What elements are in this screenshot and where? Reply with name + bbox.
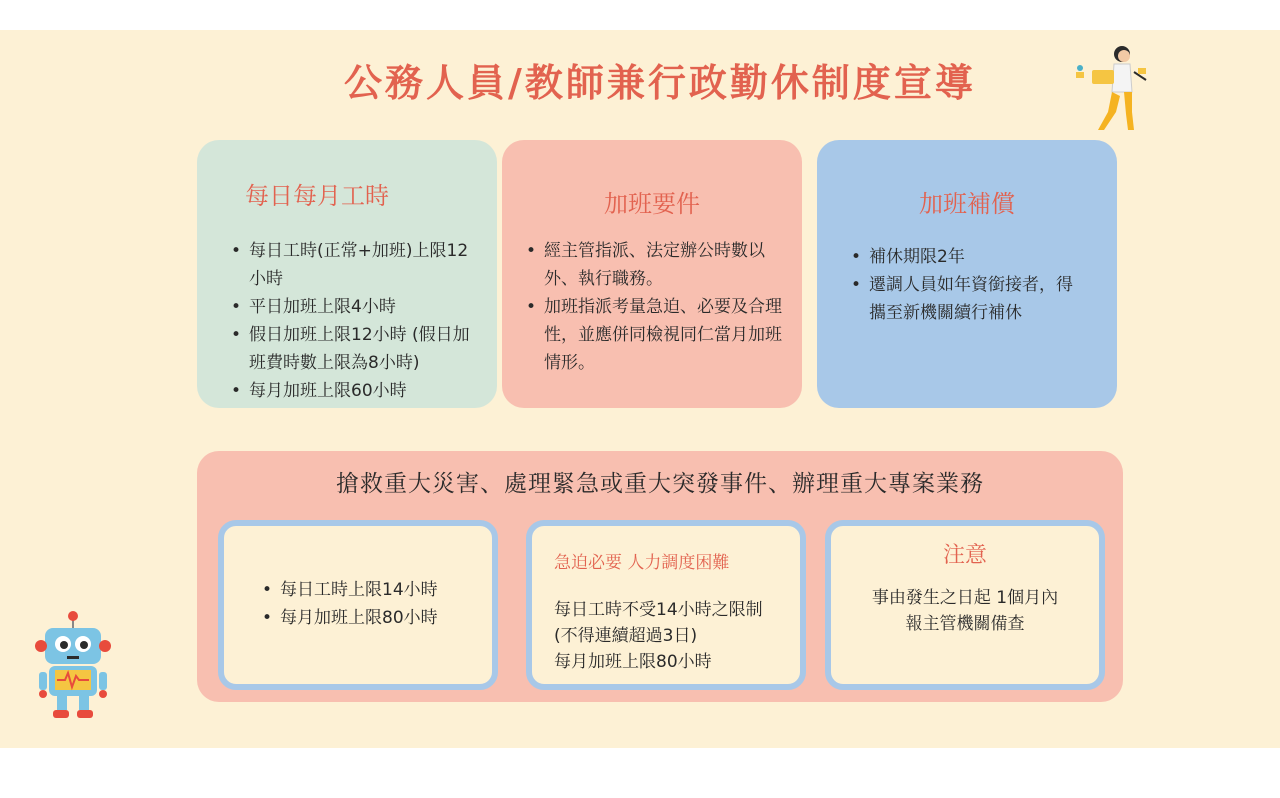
notice-lines <box>831 585 1099 637</box>
emergency-heading: 搶救重大災害、處理緊急或重大突發事件、辦理重大專案業務 <box>336 471 984 497</box>
list-item: • 假日加班上限12小時 (假日加班費時數上限為8小時) <box>227 321 481 377</box>
card-heading: 加班要件 <box>604 190 700 218</box>
overtime-compensation-card <box>817 140 1117 408</box>
person-laptop-illustration <box>1068 42 1150 134</box>
card-heading: 每日每月工時 <box>245 182 389 210</box>
poster-title: 公務人員/教師兼行政勤休制度宣導 <box>344 61 976 105</box>
list-item: • 加班指派考量急迫、必要及合理性，並應併同檢視同仁當月加班情形。 <box>522 293 784 377</box>
urgent-lines <box>554 597 800 675</box>
list-item: • 每日工時(正常+加班)上限12小時 <box>227 237 481 293</box>
robot-illustration <box>35 610 111 722</box>
list-item: • 每日工時上限14小時 <box>258 576 482 604</box>
list-item: • 經主管指派、法定辦公時數以外、執行職務。 <box>522 237 784 293</box>
notice-heading: 注意 <box>942 543 987 568</box>
hours-list <box>227 237 481 405</box>
daily-monthly-hours-card <box>197 140 497 408</box>
text-line: 事由發生之日起 1個月內 <box>871 588 1059 608</box>
notice-box <box>825 520 1105 690</box>
urgent-heading: 急迫必要 人力調度困難 <box>554 553 730 573</box>
text-line: 每日工時不受14小時之限制 <box>554 600 763 620</box>
requirements-list <box>522 237 784 377</box>
text-line: 每月加班上限80小時 <box>554 652 712 672</box>
overtime-requirements-card <box>502 140 802 408</box>
emergency-limits-box <box>218 520 498 690</box>
list-item: • 平日加班上限4小時 <box>227 293 481 321</box>
compensation-list <box>847 243 1089 327</box>
text-line: (不得連續超過3日) <box>554 626 698 646</box>
text-line: 報主管機關備查 <box>905 614 1025 634</box>
emergency-limits-list <box>258 576 482 632</box>
card-heading: 加班補償 <box>919 190 1015 218</box>
list-item: • 每月加班上限60小時 <box>227 377 481 405</box>
list-item: • 遷調人員如年資銜接者，得攜至新機關續行補休 <box>847 271 1089 327</box>
list-item: • 每月加班上限80小時 <box>258 604 482 632</box>
list-item: • 補休期限2年 <box>847 243 1089 271</box>
urgent-necessity-box <box>526 520 806 690</box>
